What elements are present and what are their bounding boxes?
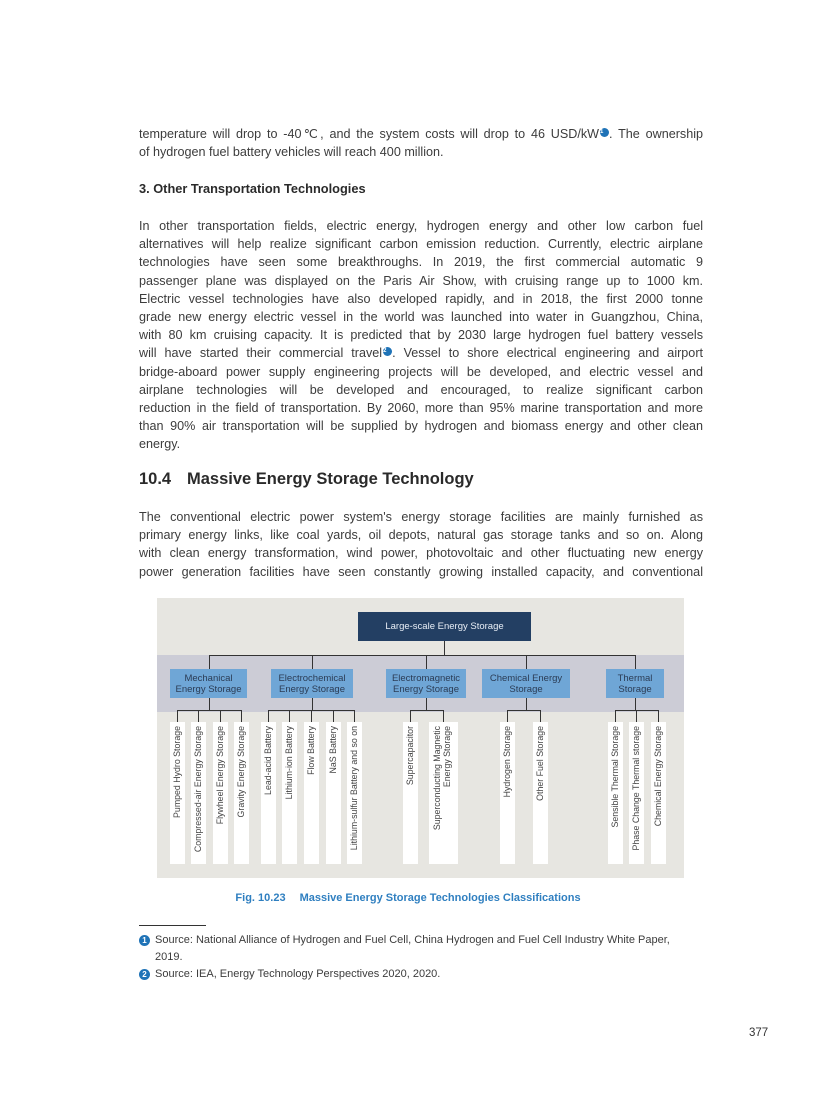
- text-line: will have started their commercial travel$^2$ . Vessel to shore electrical engineering and airport: [139, 346, 704, 361]
- category-label: Mechanical Energy Storage: [175, 672, 242, 695]
- text-line: primary energy links, like coal yards, oil depots, natural gas storage tanks and so on. Along: [139, 528, 703, 543]
- connector-line: [312, 698, 313, 710]
- connector-line: [268, 710, 269, 722]
- leaf-node: [403, 722, 418, 864]
- leaf-node: [629, 722, 644, 864]
- leaf-label: NaS Battery: [327, 726, 338, 774]
- subsection-heading: 3. Other Transportation Technologies: [139, 181, 366, 196]
- leaf-label: Supercapacitor: [404, 726, 415, 786]
- text-line: with 80 km cruising capacity. It is predicted that by 2030 large hydrogen fuel battery vessels: [139, 328, 703, 343]
- text-line: passenger plane was displayed on the Paris Air Show, with cruising range up to 1000 km.: [139, 273, 703, 288]
- footnote-2: [139, 966, 703, 983]
- leaf-label: Other Fuel Storage: [534, 726, 545, 801]
- category-label: Electrochemical Energy Storage: [278, 672, 346, 695]
- category-label: Electromagnetic Energy Storage: [391, 672, 461, 695]
- connector-line: [615, 710, 616, 722]
- leaf-node: [651, 722, 666, 864]
- leaf-label: Hydrogen Storage: [501, 726, 512, 798]
- footnote-divider: [139, 925, 206, 926]
- paragraph-energy-storage: [139, 508, 703, 581]
- text-line: Electric vessel technologies have also developed rapidly, and in 2018, the first 2000 tonne: [139, 291, 703, 306]
- leaf-label: Compressed-air Energy Storage: [192, 726, 203, 853]
- leaf-node: [170, 722, 185, 864]
- connector-line: [635, 655, 636, 669]
- text-line: power generation facilities have seen constantly growing installed capacity, and conventional: [139, 564, 703, 579]
- leaf-label: Lithium-ion Battery: [283, 726, 294, 800]
- connector-line: [241, 710, 242, 722]
- section-title: Massive Energy Storage Technology: [187, 470, 474, 488]
- connector-line: [444, 641, 445, 655]
- connector-line: [443, 710, 444, 722]
- text-line: than 90% air transportation will be supplied by hydrogen and biomass energy and other clean: [139, 419, 703, 434]
- leaf-label: Gravity Energy Storage: [235, 726, 246, 818]
- leaf-node: [533, 722, 548, 864]
- category-node: [606, 669, 664, 698]
- section-number: 10.4: [139, 470, 172, 488]
- leaf-node: [347, 722, 362, 864]
- connector-line: [410, 710, 444, 711]
- leaf-node: [261, 722, 276, 864]
- connector-line: [507, 710, 508, 722]
- root-node: Large-scale Energy Storage: [358, 612, 531, 641]
- connector-line: [209, 698, 210, 710]
- leaf-node: [234, 722, 249, 864]
- category-label: Thermal Storage: [617, 672, 653, 695]
- leaf-node: [326, 722, 341, 864]
- category-node: [271, 669, 353, 698]
- footnote-text-continued: 2019.: [155, 951, 183, 963]
- footnote-text: Source: National Alliance of Hydrogen and Fuel Cell, China Hydrogen and Fuel Cell Industry White Paper,: [155, 934, 670, 946]
- connector-line: [198, 710, 199, 722]
- connector-line: [354, 710, 355, 722]
- footnote-text: Source: IEA, Energy Technology Perspectives 2020, 2020.: [155, 968, 441, 980]
- leaf-node: [500, 722, 515, 864]
- footnote-marker-icon: 2: [139, 969, 150, 980]
- connector-line: [311, 710, 312, 722]
- connector-line: [526, 655, 527, 669]
- text-line: grade new energy electric vessel in the world was launched into water in Guangzhou, China,: [139, 310, 703, 325]
- energy-storage-classification-diagram: [157, 598, 684, 878]
- leaf-node: [429, 722, 458, 864]
- leaf-node: [213, 722, 228, 864]
- connector-line: [426, 698, 427, 710]
- connector-line: [209, 655, 636, 656]
- leaf-node: [282, 722, 297, 864]
- leaf-label: Pumped Hydro Storage: [171, 726, 182, 818]
- footnote-marker-icon: 1: [139, 935, 150, 946]
- text-line: energy.: [139, 437, 181, 452]
- connector-line: [209, 655, 210, 669]
- text-line: technologies have seen some breakthroughs. In 2019, the first commercial automatic 9: [139, 255, 703, 270]
- connector-line: [636, 710, 637, 722]
- connector-line: [220, 710, 221, 722]
- connector-line: [507, 710, 541, 711]
- category-node: [482, 669, 570, 698]
- text-line: temperature will drop to -40℃, and the system costs will drop to 46 USD/kW$^1$ . The ownership: [139, 127, 703, 141]
- category-node: [386, 669, 466, 698]
- footnote-ref-icon[interactable]: 1: [600, 128, 609, 137]
- section-heading: [139, 470, 474, 489]
- paragraph-continued: [139, 125, 703, 161]
- paragraph-other-transport: [139, 217, 703, 454]
- connector-line: [177, 710, 242, 711]
- leaf-label: Lead-acid Battery: [262, 726, 273, 795]
- category-label: Chemical Energy Storage: [489, 672, 563, 695]
- text-line: alternatives will help realize significant carbon emission reduction. Currently, electric airplane: [139, 237, 703, 252]
- connector-line: [312, 655, 313, 669]
- text-line: The conventional electric power system's energy storage facilities are mainly furnished as: [139, 510, 703, 524]
- leaf-label: Phase Change Thermal storage: [630, 726, 641, 851]
- leaf-label: Flow Battery: [305, 726, 316, 775]
- leaf-label: Chemical Energy Storage: [652, 726, 663, 827]
- text-line: reduction in the field of transportation. By 2060, more than 95% marine transportation and more: [139, 401, 703, 416]
- page-number: 377: [749, 1027, 769, 1039]
- category-node: [170, 669, 247, 698]
- footnote-1: [139, 932, 703, 966]
- footnote-ref-icon[interactable]: 2: [383, 347, 392, 356]
- leaf-node: [608, 722, 623, 864]
- connector-line: [658, 710, 659, 722]
- connector-line: [333, 710, 334, 722]
- figure-number: Fig. 10.23: [235, 892, 286, 904]
- figure-title: Massive Energy Storage Technologies Classifications: [299, 892, 581, 904]
- leaf-label: Lithium-sulfur Battery and so on: [348, 726, 359, 851]
- connector-line: [615, 710, 659, 711]
- connector-line: [289, 710, 290, 722]
- leaf-label: Flywheel Energy Storage: [214, 726, 225, 825]
- connector-line: [540, 710, 541, 722]
- connector-line: [177, 710, 178, 722]
- text-line: In other transportation fields, electric energy, hydrogen energy and other low carbon fuel: [139, 219, 703, 233]
- leaf-label: Superconducting Magnetic Energy Storage: [431, 726, 452, 831]
- figure-caption: [0, 892, 816, 904]
- connector-line: [410, 710, 411, 722]
- connector-line: [635, 698, 636, 710]
- connector-line: [426, 655, 427, 669]
- text-line: of hydrogen fuel battery vehicles will reach 400 million.: [139, 145, 444, 160]
- text-line: airplane technologies will be developed and encouraged, to realize significant carbon: [139, 382, 703, 397]
- leaf-node: [304, 722, 319, 864]
- connector-line: [526, 698, 527, 710]
- text-line: bridge-aboard power supply engineering projects will be developed, and electric vessel and: [139, 364, 703, 379]
- leaf-label: Sensible Thermal Storage: [609, 726, 620, 828]
- leaf-node: [191, 722, 206, 864]
- text-line: with clean energy transformation, wind power, photovoltaic and other fluctuating new energy: [139, 546, 703, 561]
